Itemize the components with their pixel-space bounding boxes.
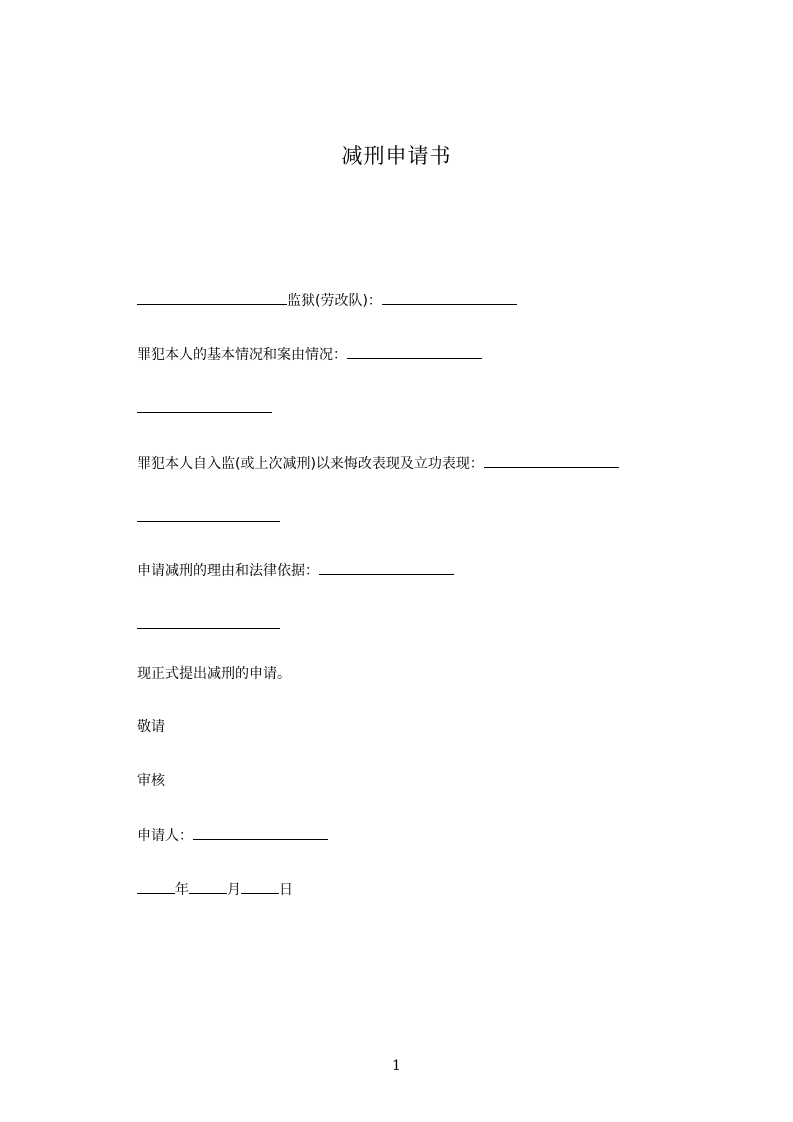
reason-line bbox=[137, 560, 454, 581]
day-label: 日 bbox=[279, 882, 293, 898]
reason-continuation-line bbox=[137, 614, 280, 635]
month-label: 月 bbox=[227, 882, 241, 898]
basic-info-continuation-blank[interactable] bbox=[137, 398, 272, 413]
month-blank[interactable] bbox=[189, 879, 227, 894]
prison-name-blank[interactable] bbox=[137, 290, 287, 305]
applicant-blank[interactable] bbox=[193, 825, 328, 840]
performance-continuation-blank[interactable] bbox=[137, 507, 280, 522]
basic-info-label: 罪犯本人的基本情况和案由情况： bbox=[137, 347, 347, 363]
year-blank[interactable] bbox=[137, 879, 175, 894]
closing-please: 敬请 bbox=[137, 719, 165, 735]
basic-info-line bbox=[137, 344, 482, 365]
performance-blank[interactable] bbox=[484, 453, 619, 468]
applicant-line bbox=[137, 825, 328, 846]
reason-continuation-blank[interactable] bbox=[137, 614, 280, 629]
date-line bbox=[137, 879, 293, 900]
reason-blank[interactable] bbox=[319, 560, 454, 575]
prison-unit-blank[interactable] bbox=[382, 290, 517, 305]
basic-info-blank[interactable] bbox=[347, 344, 482, 359]
performance-label: 罪犯本人自入监(或上次减刑)以来悔改表现及立功表现： bbox=[137, 456, 484, 472]
document-title: 减刑申请书 bbox=[341, 144, 452, 168]
day-blank[interactable] bbox=[241, 879, 279, 894]
reason-label: 申请减刑的理由和法律依据： bbox=[137, 563, 319, 579]
prison-line bbox=[137, 290, 517, 311]
prison-label: 监狱(劳改队)： bbox=[287, 293, 382, 309]
applicant-label: 申请人： bbox=[137, 828, 193, 844]
performance-line bbox=[137, 453, 619, 474]
basic-info-continuation-line bbox=[137, 398, 272, 419]
year-label: 年 bbox=[175, 882, 189, 898]
closing-review: 审核 bbox=[137, 773, 165, 789]
statement-text: 现正式提出减刑的申请。 bbox=[137, 666, 291, 682]
page-number: 1 bbox=[392, 1058, 401, 1074]
performance-continuation-line bbox=[137, 507, 280, 528]
